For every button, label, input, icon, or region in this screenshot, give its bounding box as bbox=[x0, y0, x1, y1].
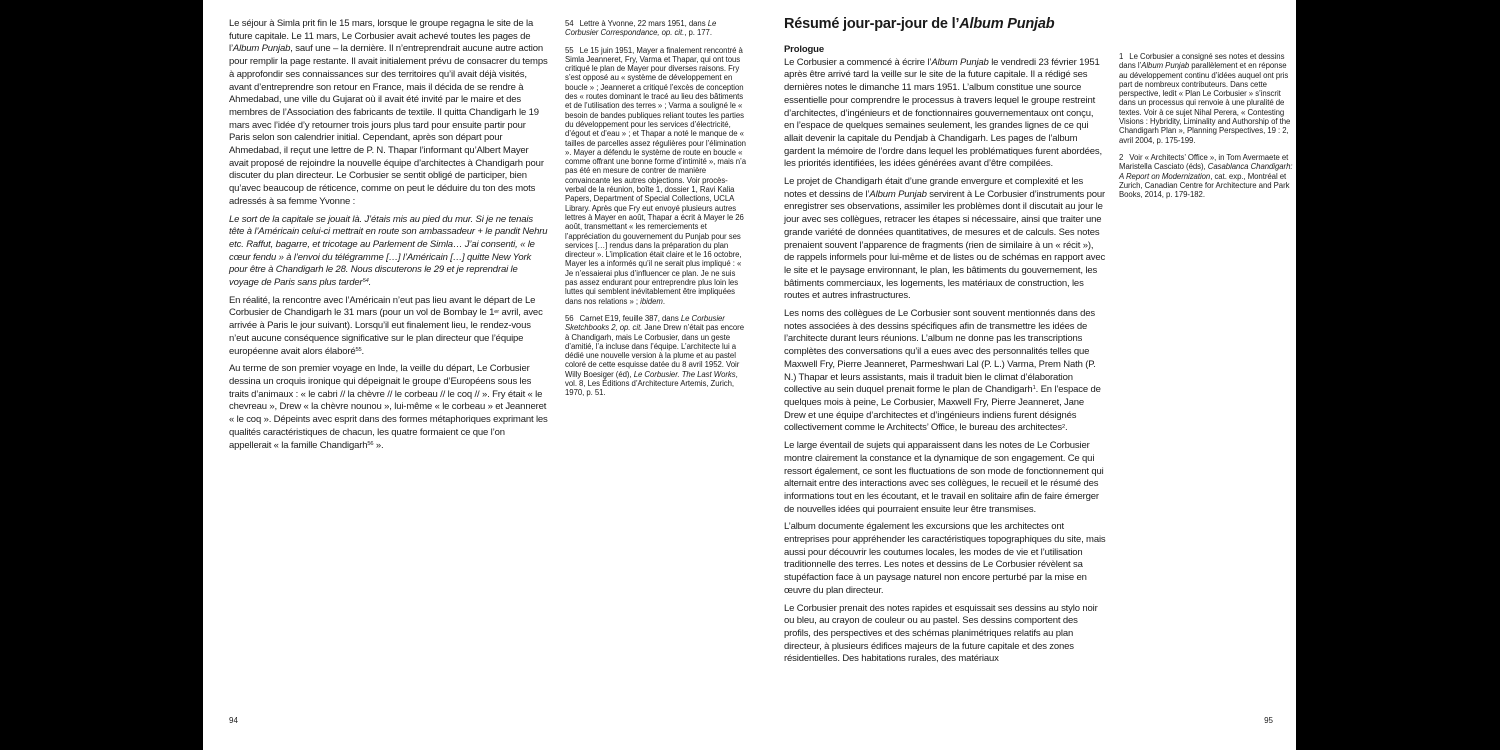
footnote: 56 Carnet E19, feuille 387, dans Le Corbusier Sketchbooks 2, op. cit. Jane Drew n’était pas encore à Chandigarh, mais Le Corbusier, dans un geste d’amitié, l’a incluse dans l’équipe. L’architecte lui a dédié une nouvelle version à la plume et au pastel coloré de cette esquisse datée du 8 avril 1952. Voir Willy Boesiger (éd), Le Corbusier. The Last Works, vol. 8, Les Éditions d’Architecture Artemis, Zurich, 1970, p. 51. bbox=[565, 313, 744, 398]
footnote-reference: 1 bbox=[1032, 385, 1036, 392]
italic-text: ibidem bbox=[640, 296, 663, 306]
italic-text: Album Punjab bbox=[959, 16, 1055, 32]
page-title: Résumé jour-par-jour de l’Album Punjab bbox=[784, 16, 1055, 32]
italic-text: Le Corbusier. The Last Works bbox=[633, 369, 736, 379]
footnote: 2 Voir « Architects’ Office », in Tom Avermaete et Maristella Casciato (éds), Casablanca Chandigarh: A Report on Modernization, cat. exp., Montréal et Zurich, Canadian Centre for Architecture and Park Books, 2014, p. 179-182. bbox=[1119, 152, 1293, 200]
italic-text: Album Punjab bbox=[1141, 61, 1190, 71]
paragraph: Le Corbusier a commencé à écrire l’Album Punjab le vendredi 23 février 1951 après être arrivé tard la veille sur le site de la future capitale. Il a rédigé ses dernières notes le dimanche 11 mars 1951. L’album constitue une source essentielle pour comprendre le processus à travers lequel le groupe restreint d’architectes, d’ingénieurs et de fonctionnaires gouvernementaux ont conçu, en l’espace de quelques semaines seulement, les grandes lignes de ce qui allait devenir la capitale du Pendjab à Chandigarh. Les pages de l’album gardent la mémoire de l’ordre dans lequel les problématiques furent abordées, les priorités identifiées, les idées générées avant d’être compilées. bbox=[784, 56, 1102, 170]
footnote-reference: 55 bbox=[355, 346, 362, 353]
paragraph: Le Corbusier prenait des notes rapides et esquissait ses dessins au stylo noir ou bleu, au crayon de couleur ou au pastel. Ses dessins comportent des profils, des perspectives et des schémas planimétriques relatifs au plan directeur, à plusieurs édifices majeurs de la future capitale et des zones résidentielles. Des habitations rurales, des matériaux bbox=[784, 602, 1098, 665]
paragraph: L’album documente également les excursions que les architectes ont entreprises pour appréhender les caractéristiques topographiques du site, mais aussi pour découvrir les coutumes locales, les modes de vie et l’utilisation traditionnelle des terres. Les notes et dessins de Le Corbusier révèlent sa stupéfaction face à un paysage naturel non encore perturbé par la mise en œuvre du plan directeur. bbox=[784, 521, 1106, 596]
italic-text: Le Corbusier Sketchbooks 2, op. cit. bbox=[565, 313, 725, 333]
italic-text: Album Punjab bbox=[232, 43, 291, 55]
right-page-body-column bbox=[784, 15, 1106, 671]
open-book-spread bbox=[203, 0, 1296, 750]
footnote-reference: er bbox=[494, 308, 500, 315]
paragraph: Le sort de la capitale se jouait là. J’étais mis au pied du mur. Si je ne tenais tête à l’Américain celui-ci mettrait en route son ambassadeur + le pandit Nehru etc. Raffut, bagarre, et tricotage au Parlement de Simla… J’ai consenti, « le cœur fendu » à l’envoi du télégramme […] l’Américain […] quitte New York pour être à Chandigarh le 28. Nous discuterons le 29 et je reprendrai le voyage de Paris sans plus tarder$^{54}$. bbox=[229, 213, 548, 289]
footnote-reference: 54 bbox=[362, 278, 369, 285]
footnote-number: 55 bbox=[565, 45, 574, 55]
footnote-number: 54 bbox=[565, 19, 574, 28]
footnote: 1 Le Corbusier a consigné ses notes et dessins dans l’Album Punjab parallèlement et en réponse au développement continu d’idées auquel ont pris part de nombreux contributeurs. Dans cette perspective, ledit « Plan Le Corbusier » s’inscrit dans un processus qui renvoie à une pluralité de textes. Voir à ce sujet Nihal Perera, « Contesting Visions : Hybridity, Liminality and Authorship of the Chandigarh Plan », Planning Perspectives, 19 : 2, avril 2004, p. 175-199. bbox=[1119, 52, 1291, 145]
right-page-footnotes-column bbox=[1119, 52, 1296, 207]
footnote: 54 Lettre à Yvonne, 22 mars 1951, dans Le Corbusier Correspondance, op. cit., p. 177. bbox=[565, 19, 717, 38]
page-number-right: 95 bbox=[1264, 716, 1273, 725]
paragraph: Au terme de son premier voyage en Inde, la veille du départ, Le Corbusier dessina un croquis ironique qui dépeignait le groupe d’Européens sous les traits d’animaux : « le cabri // la chèvre // le corbeau // le coq // ». Fry était « le chevreau », Drew « la chèvre nounou », lui-même « le corbeau » et Jeanneret « le coq ». Dépeints avec esprit dans des formes métaphoriques exprimant les qualités caractéristiques de chacun, les quatre formaient ce que l’on appellerait « la famille Chandigarh$^{56}$ ». bbox=[229, 363, 548, 451]
paragraph: Les noms des collègues de Le Corbusier sont souvent mentionnés dans des notes associées à des dessins spécifiques afin de transmettre les idées de l’architecte durant leurs réunions. L’album ne donne pas les transcriptions complètes des conversations qu’il a eues avec des personnalités telles que Maxwell Fry, Pierre Jeanneret, Parmeshwari Lal (P. L.) Varma, Prem Nath (P. N.) Thapar et leurs assistants, mais il traduit bien le climat d’élaboration collective au sein duquel prenait forme le plan de Chandigarh$^1$. En l’espace de quelques mois à peine, Le Corbusier, Maxwell Fry, Pierre Jeanneret, Jane Drew et une équipe d’architectes et d’ingénieurs indiens furent désignés collectivement comme le Architects’ Office, le bureau des architectes$^2$. bbox=[784, 308, 1101, 434]
italic-text: Album Punjab bbox=[869, 188, 927, 200]
footnote-number: 56 bbox=[565, 313, 574, 323]
paragraph: Le large éventail de sujets qui apparaissent dans les notes de Le Corbusier montre clairement la constance et la dynamique de son engagement. Ce qui ressort également, ce sont les fluctuations de son mode de fonctionnement qui alternait entre des interactions avec ses collègues, le recueil et le résumé des informations tout en les écoutant, et le travail en solitaire afin de faire émerger de nouvelles idées qui pourraient ensuite leur être transmises. bbox=[784, 440, 1104, 515]
footnote: 55 Le 15 juin 1951, Mayer a finalement rencontré à Simla Jeanneret, Fry, Varma et Thapar, qui ont tous critiqué le plan de Mayer pour diverses raisons. Fry s’est opposé au « système de développement en boucle » ; Jeanneret a critiqué l’excès de conception des « routes dominant le tracé au lieu des bâtiments et de l’utilisation des terres » ; Varma a souligné le « besoin de bandes publiques reliant toutes les parties du développement pour les services d’électricité, d’égout et d’eau » ; et Thapar a noté le manque de « tailles de parcelles assez régulières pour l’élimination ». Mayer a défendu le système de route en boucle « comme offrant une bonne forme d’intimité », mais n’a pas été en mesure de contrer de manière convaincante les autres objections. Voir procès-verbal de la réunion, boîte 1, dossier 1, Ravi Kalia Papers, Department of Special Collections, UCLA Library. Après que Fry eut envoyé plusieurs autres lettres à Mayer en août, Thapar a écrit à Mayer le 26 août, transmettant « les remerciements et l’appréciation du gouvernement du Punjab pour ses services […] rendus dans la préparation du plan directeur ». L’implication était claire et le 16 octobre, Mayer les a informés qu’il ne serait plus impliqué : « Je n’essaierai plus d’influencer ce plan. Je ne suis pas assez endurant pour entreprendre plus loin les luttes qui semblent inévitablement être impliquées dans nos relations » ; ibidem. bbox=[565, 45, 747, 306]
italic-text: Le Corbusier Correspondance, op. cit. bbox=[565, 19, 717, 38]
page-number-left: 94 bbox=[229, 716, 238, 725]
section-heading-prologue: Prologue bbox=[784, 44, 824, 55]
paragraph: En réalité, la rencontre avec l’Américain n’eut pas lieu avant le départ de Le Corbusier de Chandigarh le 31 mars (pour un vol de Bombay le 1er avril, avec arrivée à Paris le jour suivant). Lorsqu’il eut finalement lieu, le rendez-vous n’eut aucune conséquence significative sur le plan directeur que l’équipe européenne avait alors élaboré$^{55}$. bbox=[229, 294, 543, 357]
italic-text: Casablanca Chandigarh: A Report on Modernization bbox=[1119, 162, 1293, 181]
footnote-reference: 2 bbox=[1061, 423, 1065, 430]
right-page-paragraphs bbox=[784, 57, 1106, 666]
left-page-footnotes-column bbox=[565, 19, 748, 406]
paragraph: Le séjour à Simla prit fin le 15 mars, lorsque le groupe regagna le site de la future capitale. Le 11 mars, Le Corbusier avait achevé toutes les pages de l’Album Punjab, sauf une – la dernière. Il n’entreprendrait aucune autre action pour remplir la page restante. Il avait initialement prévu de consacrer du temps à approfondir ses connaissances sur des territoires qu’il avait déjà visités, avant d’entreprendre son retour en France, mais il décida de se rendre à Ahmedabad, une ville du Gujarat où il avait été invité par le maire et des membres de l’Association des fabricants de textile. Il quitta Chandigarh le 19 mars avec l’idée d’y retourner trois jours plus tard pour ensuite partir pour Paris selon son calendrier initial. Cependant, après son départ pour Ahmedabad, il reçut une lettre de P. N. Thapar l’informant qu’Albert Mayer avait proposé de rejoindre la nouvelle équipe d’architectes à Chandigarh pour discuter du plan directeur. Le Corbusier se sentit obligé de participer, bien qu’avec beaucoup de réticence, comme on peut le déduire du ton des mots adressés à sa femme Yvonne : bbox=[229, 18, 548, 207]
footnote-reference: 56 bbox=[367, 440, 374, 447]
italic-text: Album Punjab bbox=[931, 56, 989, 68]
left-page-body-column bbox=[229, 18, 549, 457]
footnote-number: 2 bbox=[1119, 152, 1124, 162]
footnote-number: 1 bbox=[1119, 52, 1124, 61]
paragraph: Le projet de Chandigarh était d’une grande envergure et complexité et les notes et dessins de l’Album Punjab servirent à Le Corbusier d’instruments pour enregistrer ses observations, assimiler les problèmes dont il discutait au jour le jour avec ses collègues, retracer les étapes si nécessaire, ainsi que traiter une grande variété de données quantitatives, de mesures et de calculs. Ses notes prenaient souvent l’apparence de fragments (rien de similaire à un « récit »), de rappels informels pour lui-même et de listes ou de schémas en rapport avec le site et le paysage environnant, le plan, les bâtiments du gouvernement, les bâtiments commerciaux, les logements, les matériaux de construction, les routes et autres infrastructures. bbox=[784, 176, 1106, 302]
